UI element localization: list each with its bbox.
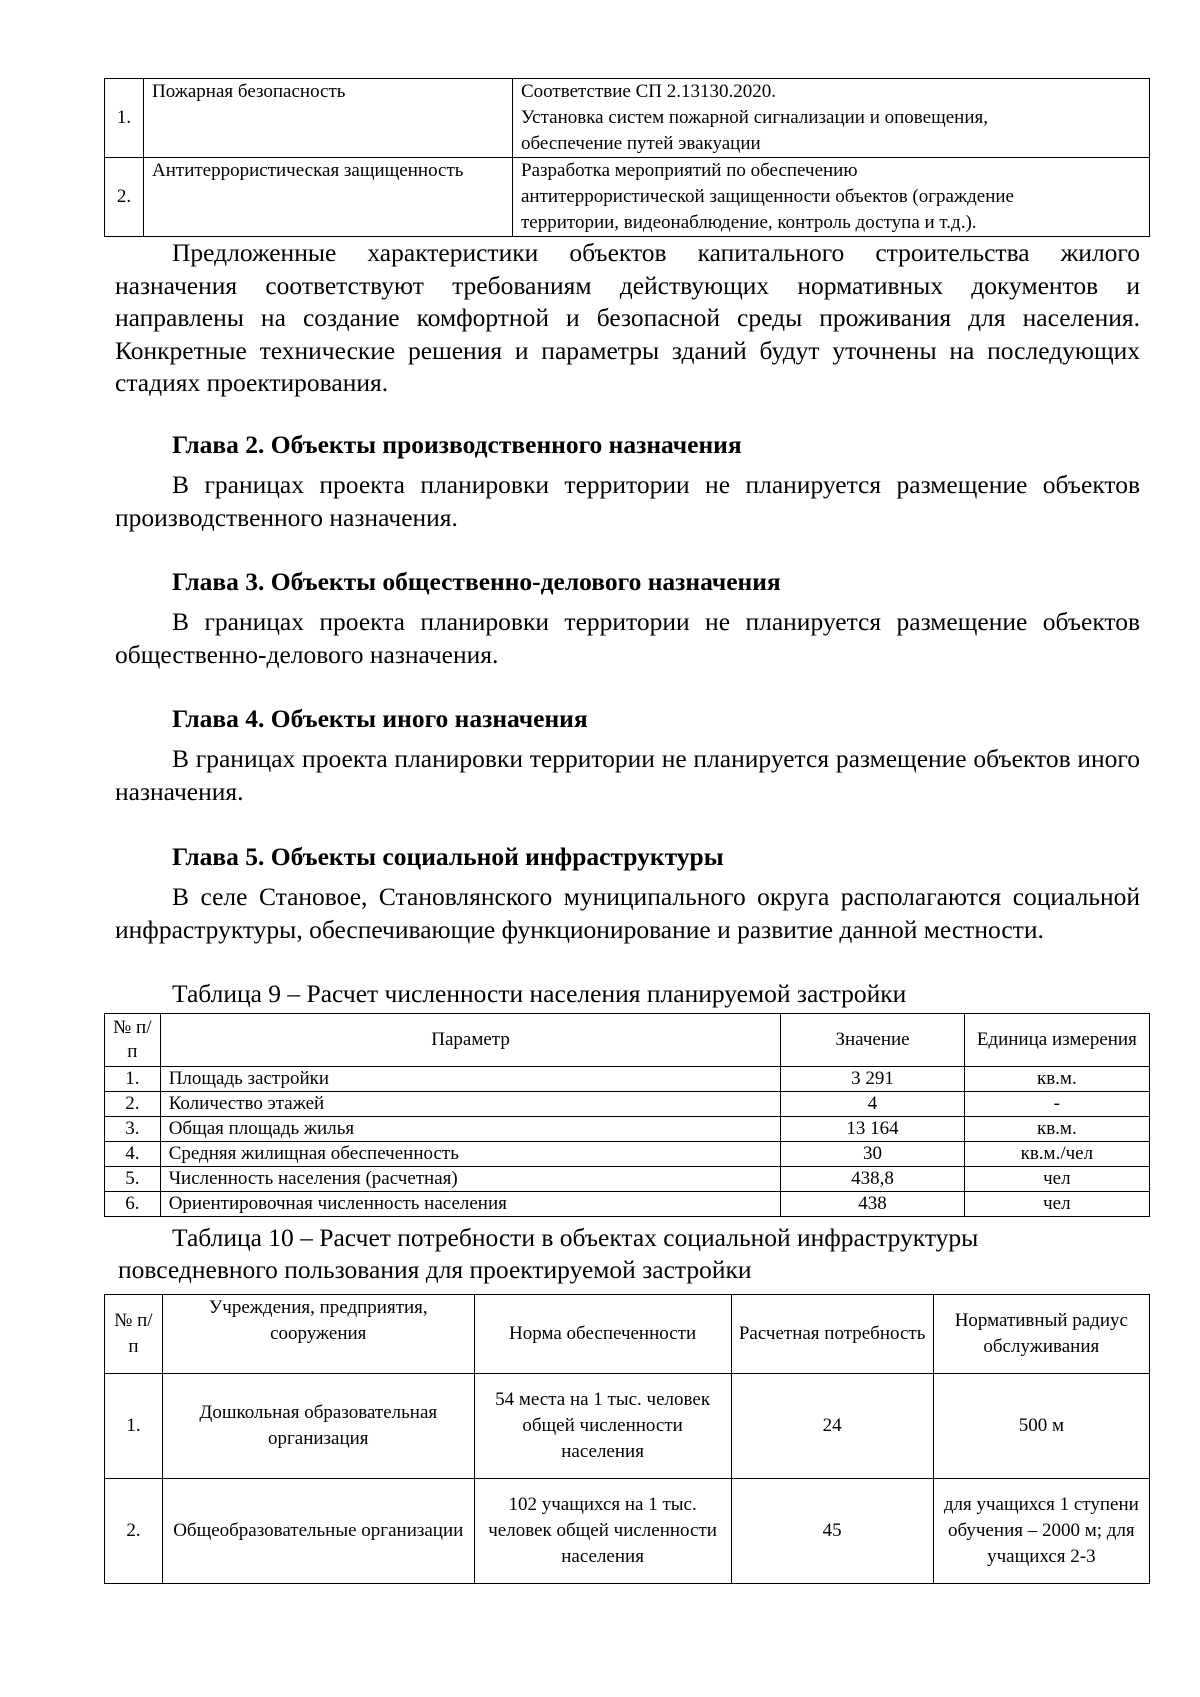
table-row (105, 1117, 1150, 1142)
population-table (104, 1013, 1150, 1217)
row-param: Количество этажей (160, 1092, 781, 1117)
row-unit: кв.м./чел (964, 1142, 1149, 1167)
table-row (105, 1192, 1150, 1217)
header-value: Значение (781, 1014, 964, 1067)
row-unit: кв.м. (964, 1117, 1149, 1142)
table-row (105, 1167, 1150, 1192)
row-number: 2. (105, 1479, 163, 1584)
row-need: 24 (731, 1374, 933, 1479)
row-number: 5. (105, 1167, 161, 1192)
desc-line: обеспечение путей эвакуации (521, 133, 761, 154)
table-row (105, 1092, 1150, 1117)
row-description (513, 79, 1150, 158)
row-value: 438 (781, 1192, 964, 1217)
desc-line: Установка систем пожарной сигнализации и оповещения, (521, 107, 988, 128)
table10-caption-line2: повседневного пользования для проектируемой застройки (118, 1255, 752, 1284)
chapter5-heading: Глава 5. Объекты социальной инфраструктуры (172, 842, 724, 871)
row-number: 3. (105, 1117, 161, 1142)
row-need: 45 (731, 1479, 933, 1584)
header-need: Расчетная потребность (731, 1295, 933, 1374)
row-institution: Дошкольная образовательная организация (162, 1374, 474, 1479)
row-value: 30 (781, 1142, 964, 1167)
row-param: Численность населения (расчетная) (160, 1167, 781, 1192)
chapter2-text: В границах проекта планировки территории не планируется размещение объектов производственного назначения. (115, 470, 1140, 532)
chapter5-text: В селе Становое, Становлянского муниципального округа располагаются социальной инфраструктуры, обеспечивающие функционирование и развитие данной местности. (115, 882, 1140, 944)
desc-line: территории, видеонаблюдение, контроль доступа и т.д.). (521, 212, 977, 233)
row-description (513, 158, 1150, 237)
row-number: 4. (105, 1142, 161, 1167)
chapter3-text: В границах проекта планировки территории не планируется размещение объектов общественно-делового назначения. (115, 607, 1140, 669)
chapter4-text: В границах проекта планировки территории не планируется размещение объектов иного назначения. (115, 744, 1140, 806)
summary-paragraph: Предложенные характеристики объектов капитального строительства жилого назначения соответствуют требованиям действующих нормативных документов и направлены на создание комфортной и безопасной среды проживания для населения. Конкретные технические решения и параметры зданий будут уточнены на последующих стадиях проектирования. (115, 238, 1140, 397)
desc-line: Разработка мероприятий по обеспечению (521, 160, 858, 181)
row-unit: чел (964, 1192, 1149, 1217)
header-institution: Учреждения, предприятия, сооружения (162, 1295, 474, 1374)
table-row (105, 1142, 1150, 1167)
header-radius: Нормативный радиус обслуживания (933, 1295, 1149, 1374)
table-row (105, 1479, 1150, 1584)
row-value: 3 291 (781, 1067, 964, 1092)
row-unit: - (964, 1092, 1149, 1117)
row-number: 1. (105, 1067, 161, 1092)
row-institution: Общеобразовательные организации (162, 1479, 474, 1584)
header-param: Параметр (160, 1014, 781, 1067)
row-param: Общая площадь жилья (160, 1117, 781, 1142)
row-radius: 500 м (933, 1374, 1149, 1479)
row-number: 1. (105, 79, 144, 158)
header-unit: Единица измерения (964, 1014, 1149, 1067)
social-infrastructure-table (104, 1294, 1150, 1584)
header-num: № п/п (105, 1295, 163, 1374)
row-value: 438,8 (781, 1167, 964, 1192)
table-header-row (105, 1014, 1150, 1067)
table10-caption-line1: Таблица 10 – Расчет потребности в объектах социальной инфраструктуры (172, 1223, 979, 1252)
chapter2-heading: Глава 2. Объекты производственного назначения (172, 430, 742, 459)
row-param: Ориентировочная численность населения (160, 1192, 781, 1217)
table-header-row (105, 1295, 1150, 1374)
row-name: Антитеррористическая защищенность (144, 158, 513, 237)
table-row (105, 1067, 1150, 1092)
row-unit: чел (964, 1167, 1149, 1192)
safety-table (104, 78, 1150, 237)
row-norm: 54 места на 1 тыс. человек общей численности населения (474, 1374, 731, 1479)
row-param: Средняя жилищная обеспеченность (160, 1142, 781, 1167)
row-number: 6. (105, 1192, 161, 1217)
desc-line: Соответствие СП 2.13130.2020. (521, 81, 777, 102)
row-unit: кв.м. (964, 1067, 1149, 1092)
row-number: 1. (105, 1374, 163, 1479)
row-number: 2. (105, 158, 144, 237)
row-value: 4 (781, 1092, 964, 1117)
chapter3-heading: Глава 3. Объекты общественно-делового назначения (172, 567, 781, 596)
row-norm: 102 учащихся на 1 тыс. человек общей численности населения (474, 1479, 731, 1584)
row-param: Площадь застройки (160, 1067, 781, 1092)
row-name: Пожарная безопасность (144, 79, 513, 158)
header-norm: Норма обеспеченности (474, 1295, 731, 1374)
table-row (105, 79, 1150, 158)
table-row (105, 158, 1150, 237)
row-value: 13 164 (781, 1117, 964, 1142)
row-number: 2. (105, 1092, 161, 1117)
table9-caption: Таблица 9 – Расчет численности населения планируемой застройки (172, 979, 907, 1008)
chapter4-heading: Глава 4. Объекты иного назначения (172, 704, 588, 733)
row-radius: для учащихся 1 ступени обучения – 2000 м; для учащихся 2-3 (933, 1479, 1149, 1584)
table-row (105, 1374, 1150, 1479)
desc-line: антитеррористической защищенности объектов (ограждение (521, 186, 1014, 207)
header-num: № п/п (105, 1014, 161, 1067)
